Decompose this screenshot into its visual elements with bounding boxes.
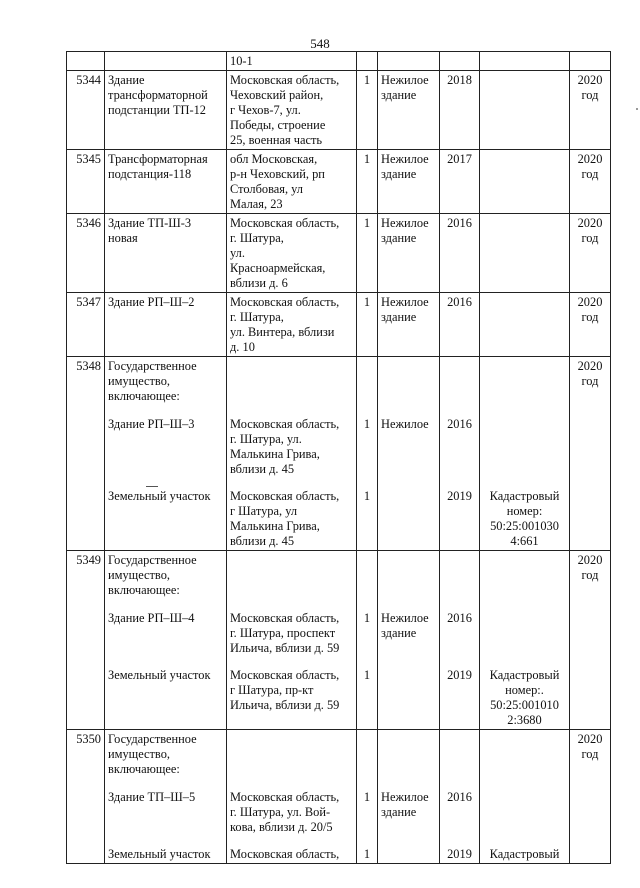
year-value: 2019 bbox=[447, 489, 472, 503]
address-line: г. Шатура, ул. bbox=[230, 432, 302, 446]
cell-date bbox=[570, 52, 611, 71]
sub-item-name: Здание ТП–Ш–5 bbox=[108, 790, 196, 804]
cell-cadastral bbox=[480, 150, 570, 214]
address-line: р-н Чеховский, рп bbox=[230, 167, 325, 181]
cell-year bbox=[440, 293, 480, 357]
address-line: Московская область, bbox=[230, 668, 340, 682]
cell-cadastral bbox=[480, 293, 570, 357]
quantity-value: 1 bbox=[363, 73, 371, 87]
record-date-line: 2020 bbox=[577, 216, 603, 230]
cell-type bbox=[378, 551, 440, 730]
address-line: вблизи д. 45 bbox=[230, 462, 295, 476]
cell-type bbox=[378, 730, 440, 864]
cell-year bbox=[440, 357, 480, 551]
address-line: Малькина Грива, bbox=[230, 447, 320, 461]
object-type-line: Нежилое bbox=[381, 611, 429, 625]
row-number: 5347 bbox=[76, 295, 101, 309]
object-name-line: подстанции ТП-12 bbox=[108, 103, 206, 117]
cell-date bbox=[570, 357, 611, 551]
quantity-value: 1 bbox=[363, 417, 371, 431]
object-name-line: Трансформаторная bbox=[108, 152, 208, 166]
cell-address bbox=[227, 357, 357, 551]
object-name-line: подстанция-118 bbox=[108, 167, 192, 181]
address-line: г Шатура, ул bbox=[230, 504, 298, 518]
cell-quantity bbox=[357, 52, 378, 71]
year-value: 2016 bbox=[447, 216, 472, 230]
address-line: г. Шатура, bbox=[230, 231, 284, 245]
cell-cadastral bbox=[480, 551, 570, 730]
record-date-line: год bbox=[581, 310, 599, 324]
cadastral-line: номер: bbox=[506, 504, 543, 518]
record-date-line: год bbox=[581, 747, 599, 761]
pen-mark bbox=[146, 486, 158, 487]
object-name-line: Государственное bbox=[108, 553, 197, 567]
address-line: Московская область, bbox=[230, 790, 340, 804]
cell-address bbox=[227, 551, 357, 730]
year-value: 2017 bbox=[447, 152, 472, 166]
year-value: 2016 bbox=[447, 611, 472, 625]
object-type-line: Нежилое bbox=[381, 790, 429, 804]
cell-name bbox=[105, 52, 227, 71]
object-type-line: здание bbox=[381, 167, 417, 181]
object-name-line: имущество, bbox=[108, 568, 170, 582]
cell-year bbox=[440, 150, 480, 214]
sub-item-name: Здание РП–Ш–3 bbox=[108, 417, 195, 431]
year-value: 2019 bbox=[447, 847, 472, 861]
registry-row bbox=[67, 150, 611, 214]
cell-cadastral bbox=[480, 52, 570, 71]
address-line: г. Шатура, ул. Вой- bbox=[230, 805, 331, 819]
object-name-line: трансформаторной bbox=[108, 88, 208, 102]
address-line: вблизи д. 45 bbox=[230, 534, 295, 548]
registry-body bbox=[67, 52, 611, 864]
cell-cadastral bbox=[480, 214, 570, 293]
cell-name bbox=[105, 551, 227, 730]
address-line: ул. bbox=[230, 246, 245, 260]
cell-cadastral bbox=[480, 730, 570, 864]
object-name-line: Государственное bbox=[108, 732, 197, 746]
address-line: Московская область, bbox=[230, 611, 340, 625]
address-line: обл Московская, bbox=[230, 152, 318, 166]
sub-item-name: Земельный участок bbox=[108, 489, 211, 503]
address-line: г Шатура, пр-кт bbox=[230, 683, 314, 697]
object-name-line: Здание РП–Ш–2 bbox=[108, 295, 195, 309]
cadastral-line: номер:. bbox=[505, 683, 544, 697]
row-number: 5346 bbox=[76, 216, 101, 230]
address-line: ул. Винтера, вблизи bbox=[230, 325, 335, 339]
row-number: 5348 bbox=[76, 359, 101, 373]
cell-date bbox=[570, 150, 611, 214]
continuation-row bbox=[67, 52, 611, 71]
object-name-line: включающее: bbox=[108, 762, 180, 776]
cell-number bbox=[67, 357, 105, 551]
address-line: Московская область, bbox=[230, 489, 340, 503]
cell-address bbox=[227, 71, 357, 150]
cell-quantity bbox=[357, 214, 378, 293]
cadastral-line: 50:25:001030 bbox=[490, 519, 559, 533]
object-type-line: Нежилое bbox=[381, 295, 429, 309]
cell-year bbox=[440, 551, 480, 730]
cell-quantity bbox=[357, 293, 378, 357]
quantity-value: 1 bbox=[363, 611, 371, 625]
registry-row bbox=[67, 551, 611, 730]
cell-address bbox=[227, 214, 357, 293]
cell-date bbox=[570, 214, 611, 293]
address-line: 25, военная часть bbox=[230, 133, 323, 147]
object-type-line: Нежилое bbox=[381, 216, 429, 230]
cell-number bbox=[67, 214, 105, 293]
cell-type bbox=[378, 214, 440, 293]
cell-address bbox=[227, 293, 357, 357]
year-value: 2019 bbox=[447, 668, 472, 682]
object-name-line: включающее: bbox=[108, 583, 180, 597]
registry-row bbox=[67, 730, 611, 864]
cell-year bbox=[440, 52, 480, 71]
cell-year bbox=[440, 71, 480, 150]
cell-name bbox=[105, 71, 227, 150]
address-line: кова, вблизи д. 20/5 bbox=[230, 820, 333, 834]
address-line: Малая, 23 bbox=[230, 197, 283, 211]
object-type-line: здание bbox=[381, 88, 417, 102]
year-value: 2016 bbox=[447, 295, 472, 309]
cell-year bbox=[440, 214, 480, 293]
row-number: 5344 bbox=[76, 73, 101, 87]
quantity-value: 1 bbox=[363, 668, 371, 682]
record-date-line: 2020 bbox=[577, 732, 603, 746]
cell-number bbox=[67, 52, 105, 71]
cadastral-line: Кадастровый bbox=[489, 847, 560, 861]
address-line: Чеховский район, bbox=[230, 88, 324, 102]
registry-row bbox=[67, 293, 611, 357]
address-line: 10-1 bbox=[230, 54, 253, 68]
year-value: 2016 bbox=[447, 417, 472, 431]
cell-name bbox=[105, 730, 227, 864]
registry-row bbox=[67, 214, 611, 293]
address-line: Московская область, bbox=[230, 295, 340, 309]
record-date-line: 2020 bbox=[577, 295, 603, 309]
record-date-line: год bbox=[581, 568, 599, 582]
cell-address bbox=[227, 52, 357, 71]
object-type-line: здание bbox=[381, 310, 417, 324]
record-date-line: 2020 bbox=[577, 73, 603, 87]
object-name-line: имущество, bbox=[108, 374, 170, 388]
cadastral-line: Кадастровый bbox=[489, 668, 560, 682]
cell-quantity bbox=[357, 551, 378, 730]
address-line: Ильича, вблизи д. 59 bbox=[230, 698, 340, 712]
object-type-line: здание bbox=[381, 805, 417, 819]
cell-type bbox=[378, 293, 440, 357]
cell-year bbox=[440, 730, 480, 864]
quantity-value: 1 bbox=[363, 847, 371, 861]
registry-row bbox=[67, 71, 611, 150]
registry-row bbox=[67, 357, 611, 551]
cell-cadastral bbox=[480, 71, 570, 150]
address-line: Московская область, bbox=[230, 73, 340, 87]
sub-item-name: Земельный участок bbox=[108, 847, 211, 861]
page-number: 548 bbox=[310, 36, 330, 51]
quantity-value: 1 bbox=[363, 790, 371, 804]
address-line: вблизи д. 6 bbox=[230, 276, 288, 290]
address-line: г. Шатура, проспект bbox=[230, 626, 336, 640]
row-number: 5350 bbox=[76, 732, 101, 746]
address-line: Ильича, вблизи д. 59 bbox=[230, 641, 340, 655]
cell-type bbox=[378, 150, 440, 214]
address-line: Московская область, bbox=[230, 216, 340, 230]
quantity-value: 1 bbox=[363, 295, 371, 309]
record-date-line: 2020 bbox=[577, 359, 603, 373]
object-type-line: Нежилое bbox=[381, 417, 429, 431]
cell-number bbox=[67, 150, 105, 214]
cell-name bbox=[105, 214, 227, 293]
object-name-line: Государственное bbox=[108, 359, 197, 373]
cell-number bbox=[67, 551, 105, 730]
property-registry-table bbox=[66, 51, 611, 864]
record-date-line: 2020 bbox=[577, 553, 603, 567]
sub-item-name: Земельный участок bbox=[108, 668, 211, 682]
address-line: Победы, строение bbox=[230, 118, 326, 132]
cell-name bbox=[105, 293, 227, 357]
object-type-line: Нежилое bbox=[381, 73, 429, 87]
year-value: 2018 bbox=[447, 73, 472, 87]
cell-quantity bbox=[357, 357, 378, 551]
cadastral-line: 4:661 bbox=[510, 534, 539, 548]
cell-address bbox=[227, 730, 357, 864]
quantity-value: 1 bbox=[363, 216, 371, 230]
row-number: 5345 bbox=[76, 152, 101, 166]
cell-quantity bbox=[357, 730, 378, 864]
address-line: г. Шатура, bbox=[230, 310, 284, 324]
quantity-value: 1 bbox=[363, 152, 371, 166]
record-date-line: год bbox=[581, 88, 599, 102]
object-name-line: Здание bbox=[108, 73, 145, 87]
cadastral-line: 2:3680 bbox=[507, 713, 542, 727]
row-number: 5349 bbox=[76, 553, 101, 567]
object-name-line: новая bbox=[108, 231, 138, 245]
cell-number bbox=[67, 293, 105, 357]
address-line: Московская область, bbox=[230, 417, 340, 431]
cell-cadastral bbox=[480, 357, 570, 551]
address-line: г Чехов-7, ул. bbox=[230, 103, 301, 117]
object-name-line: включающее: bbox=[108, 389, 180, 403]
cell-name bbox=[105, 357, 227, 551]
object-type-line: здание bbox=[381, 626, 417, 640]
scan-speck bbox=[636, 108, 638, 110]
address-line: Столбовая, ул bbox=[230, 182, 303, 196]
cell-quantity bbox=[357, 150, 378, 214]
cell-number bbox=[67, 730, 105, 864]
cell-type bbox=[378, 71, 440, 150]
object-type-line: Нежилое bbox=[381, 152, 429, 166]
cell-name bbox=[105, 150, 227, 214]
cell-date bbox=[570, 293, 611, 357]
record-date-line: 2020 bbox=[577, 152, 603, 166]
cell-type bbox=[378, 52, 440, 71]
cell-date bbox=[570, 551, 611, 730]
cadastral-line: Кадастровый bbox=[489, 489, 560, 503]
cell-type bbox=[378, 357, 440, 551]
object-name-line: Здание ТП-Ш-3 bbox=[108, 216, 192, 230]
cell-number bbox=[67, 71, 105, 150]
record-date-line: год bbox=[581, 167, 599, 181]
cadastral-line: 50:25:001010 bbox=[490, 698, 559, 712]
address-line: Малькина Грива, bbox=[230, 519, 320, 533]
record-date-line: год bbox=[581, 374, 599, 388]
address-line: Красноармейская, bbox=[230, 261, 326, 275]
cell-address bbox=[227, 150, 357, 214]
sub-item-name: Здание РП–Ш–4 bbox=[108, 611, 195, 625]
cell-date bbox=[570, 730, 611, 864]
address-line: Московская область, bbox=[230, 847, 340, 861]
year-value: 2016 bbox=[447, 790, 472, 804]
record-date-line: год bbox=[581, 231, 599, 245]
object-name-line: имущество, bbox=[108, 747, 170, 761]
cell-quantity bbox=[357, 71, 378, 150]
cell-date bbox=[570, 71, 611, 150]
object-type-line: здание bbox=[381, 231, 417, 245]
address-line: д. 10 bbox=[230, 340, 255, 354]
quantity-value: 1 bbox=[363, 489, 371, 503]
